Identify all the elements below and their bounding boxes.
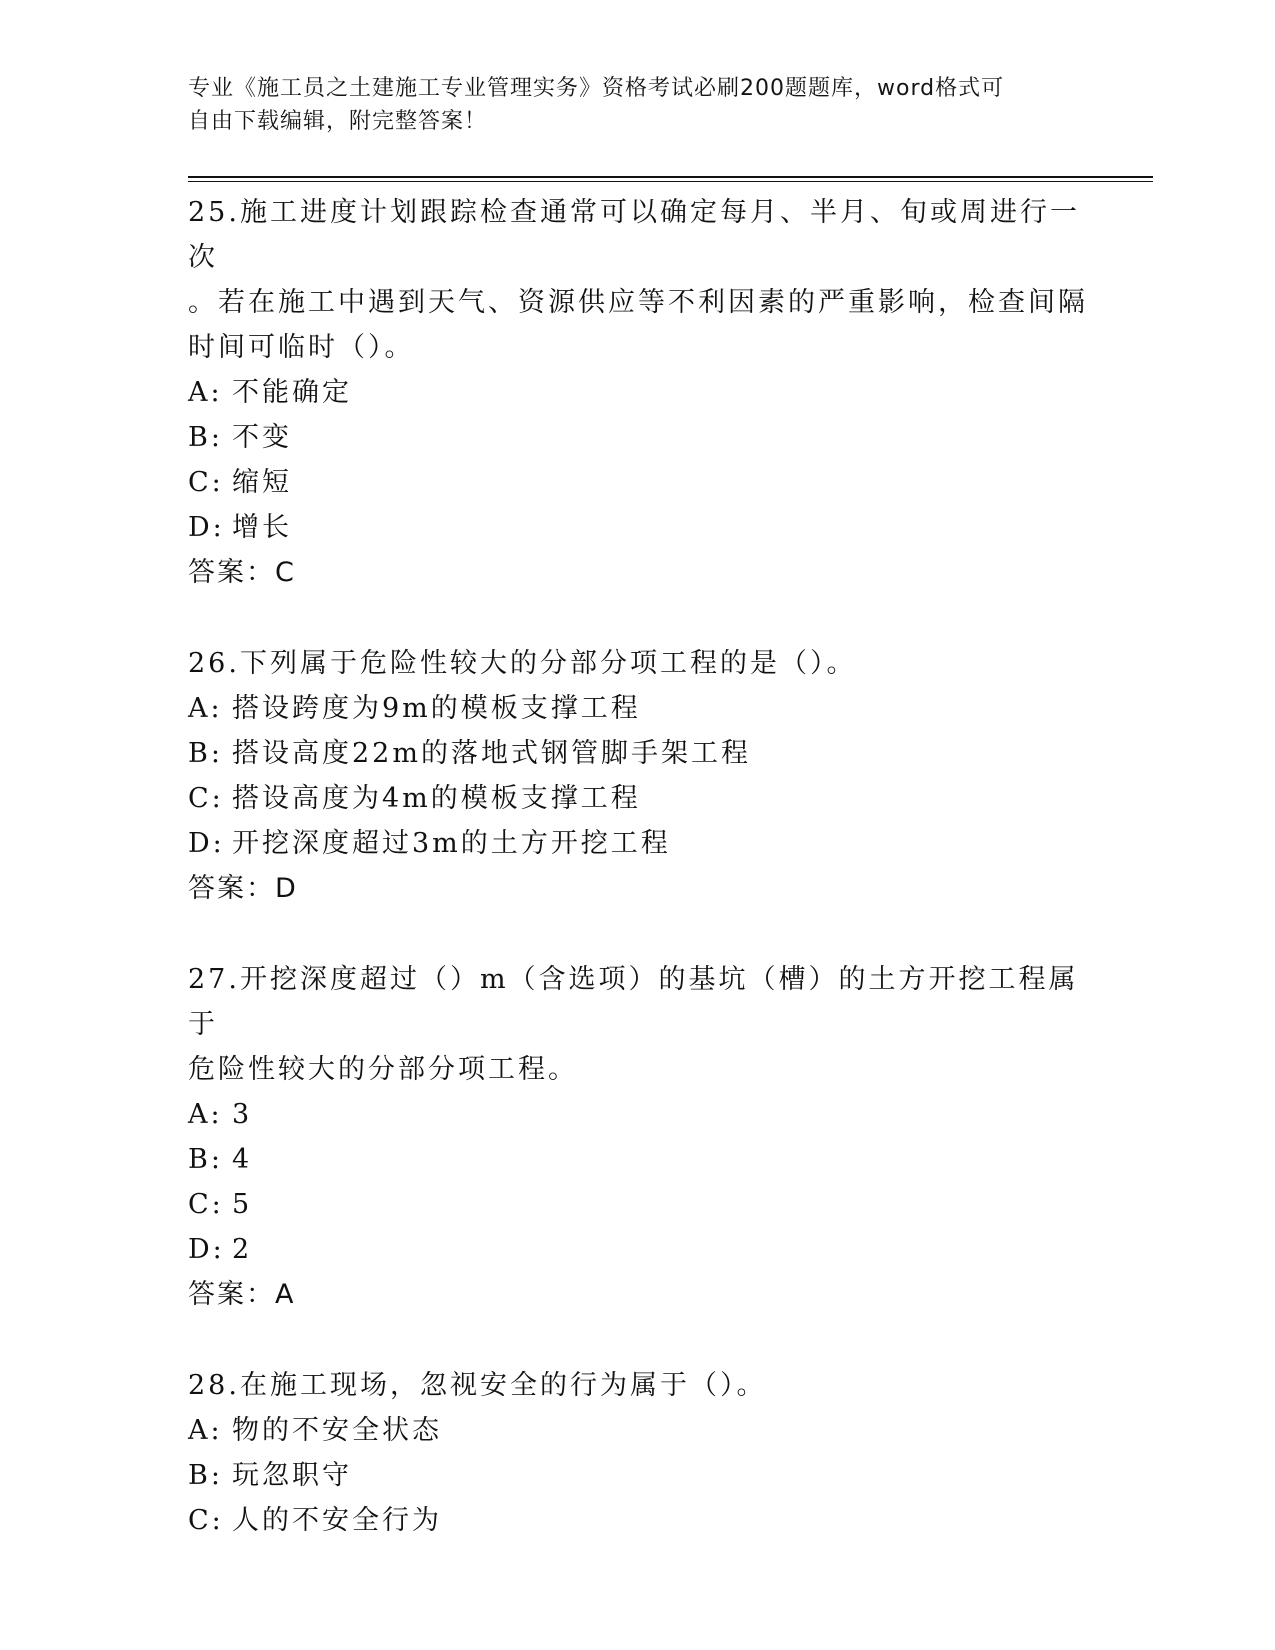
option-text: 搭设跨度为9m的模板支撑工程	[232, 693, 641, 724]
stem-line: 26.下列属于危险性较大的分部分项工程的是（）。	[188, 648, 857, 679]
stem-line: 。若在施工中遇到天气、资源供应等不利因素的严重影响，检查间隔	[188, 287, 1088, 318]
option-c	[188, 1498, 1088, 1543]
option-b	[188, 1453, 1088, 1498]
option-text: 增长	[232, 512, 292, 543]
question-25	[188, 190, 1088, 595]
question-stem	[188, 190, 1088, 370]
option-letter: A:	[188, 1415, 223, 1446]
option-d	[188, 505, 1088, 550]
option-a	[188, 686, 1088, 731]
option-a	[188, 1408, 1088, 1453]
option-d	[188, 1227, 1088, 1272]
option-text: 不变	[232, 422, 292, 453]
option-letter: C:	[188, 1505, 224, 1536]
answer-line: 答案：C	[188, 557, 296, 588]
option-letter: A:	[188, 1099, 223, 1130]
option-text: 4	[232, 1144, 253, 1175]
option-c	[188, 776, 1088, 821]
question-stem	[188, 1363, 1088, 1408]
option-a	[188, 370, 1088, 415]
header-rule-thin	[188, 181, 1153, 182]
option-b	[188, 1137, 1088, 1182]
question-27	[188, 957, 1088, 1317]
question-26	[188, 641, 1088, 911]
option-letter: C:	[188, 467, 224, 498]
document-header	[188, 72, 1068, 138]
option-text: 不能确定	[232, 377, 352, 408]
stem-line: 25.施工进度计划跟踪检查通常可以确定每月、半月、旬或周进行一次	[188, 197, 1080, 273]
option-d	[188, 821, 1088, 866]
stem-line: 时间可临时（）。	[188, 332, 415, 363]
option-text: 5	[232, 1189, 253, 1220]
option-text: 2	[232, 1234, 253, 1265]
header-rule-thick	[188, 176, 1153, 178]
option-letter: A:	[188, 693, 223, 724]
option-letter: B:	[188, 738, 223, 769]
option-text: 搭设高度22m的落地式钢管脚手架工程	[232, 738, 751, 769]
question-28	[188, 1363, 1088, 1543]
question-stem	[188, 957, 1088, 1092]
option-b	[188, 731, 1088, 776]
option-text: 3	[232, 1099, 253, 1130]
option-letter: D:	[188, 828, 225, 859]
option-text: 搭设高度为4m的模板支撑工程	[232, 783, 641, 814]
option-letter: D:	[188, 512, 225, 543]
question-stem	[188, 641, 1088, 686]
option-letter: B:	[188, 1460, 223, 1491]
option-text: 人的不安全行为	[232, 1505, 442, 1536]
option-c	[188, 460, 1088, 505]
answer-line: 答案：D	[188, 873, 298, 904]
stem-line: 28.在施工现场，忽视安全的行为属于（）。	[188, 1370, 767, 1401]
option-letter: C:	[188, 1189, 224, 1220]
option-letter: D:	[188, 1234, 225, 1265]
question-list	[188, 190, 1088, 1589]
option-text: 缩短	[232, 467, 292, 498]
option-text: 物的不安全状态	[232, 1415, 442, 1446]
option-c	[188, 1182, 1088, 1227]
option-letter: B:	[188, 1144, 223, 1175]
stem-line: 27.开挖深度超过（）m（含选项）的基坑（槽）的土方开挖工程属于	[188, 964, 1079, 1040]
stem-line: 危险性较大的分部分项工程。	[188, 1054, 578, 1085]
option-text: 玩忽职守	[232, 1460, 352, 1491]
header-line-1: 专业《施工员之土建施工专业管理实务》资格考试必刷200题题库，word格式可	[188, 76, 1005, 101]
option-letter: B:	[188, 422, 223, 453]
option-letter: C:	[188, 783, 224, 814]
option-b	[188, 415, 1088, 460]
option-letter: A:	[188, 377, 223, 408]
option-text: 开挖深度超过3m的土方开挖工程	[232, 828, 671, 859]
header-line-2: 自由下载编辑，附完整答案！	[188, 109, 488, 134]
answer-line: 答案：A	[188, 1279, 296, 1310]
option-a	[188, 1092, 1088, 1137]
